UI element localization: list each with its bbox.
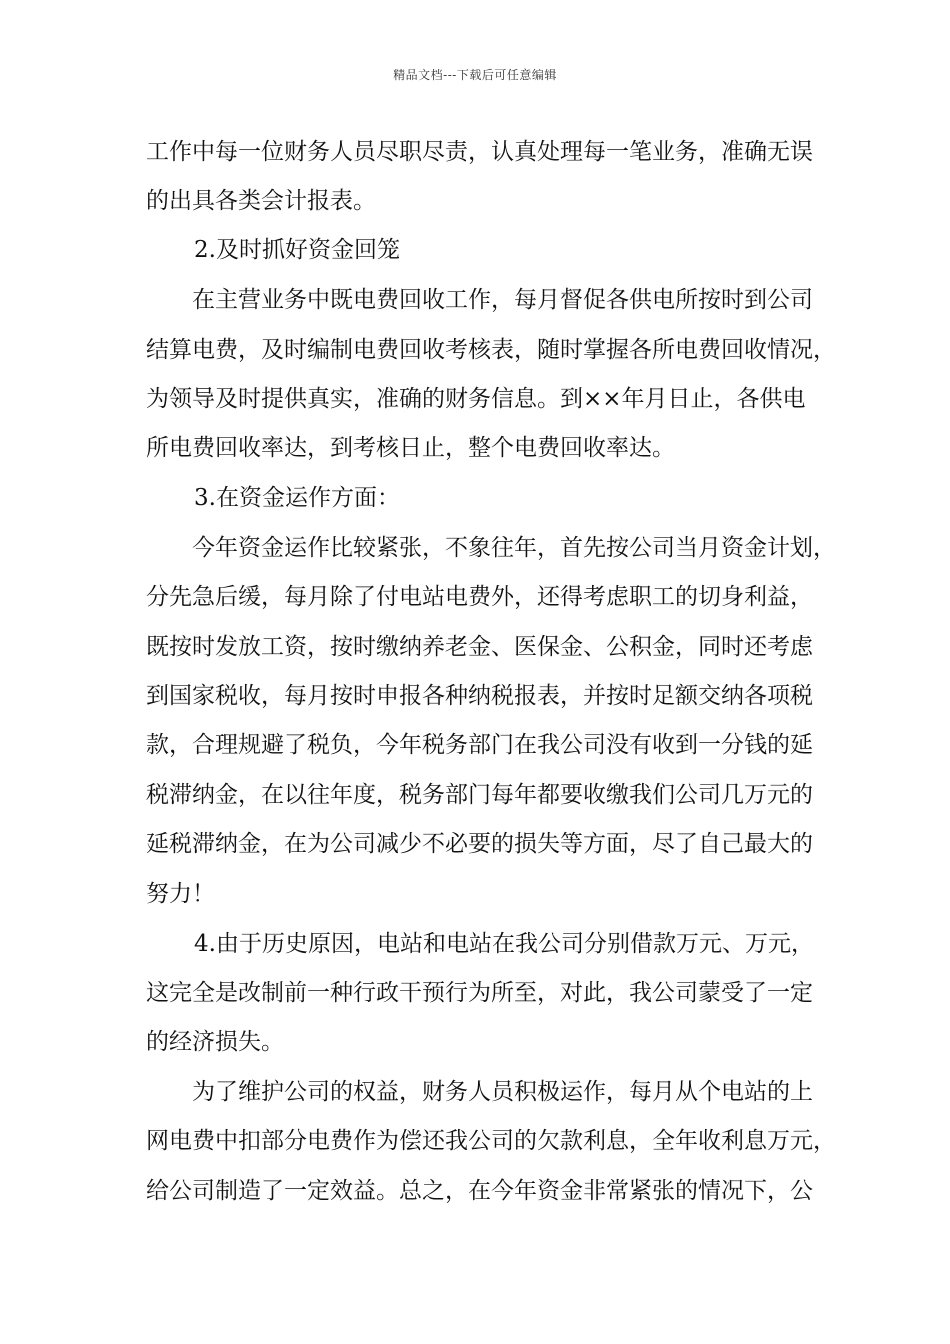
- text-line: 的经济损失。: [146, 1029, 284, 1055]
- text-line: 为领导及时提供真实，准确的财务信息。到××年月日止，各供电: [146, 386, 806, 412]
- text-line: 网电费中扣部分电费作为偿还我公司的欠款利息，全年收利息万元，: [146, 1128, 836, 1154]
- text-line: 分先急后缓，每月除了付电站电费外，还得考虑职工的切身利益，: [146, 584, 813, 610]
- text-line: 在主营业务中既电费回收工作，每月督促各供电所按时到公司: [192, 287, 813, 313]
- text-line: 工作中每一位财务人员尽职尽责，认真处理每一笔业务，准确无误: [146, 139, 813, 165]
- text-line: 所电费回收率达，到考核日止，整个电费回收率达。: [146, 435, 675, 461]
- text-line: 结算电费，及时编制电费回收考核表，随时掌握各所电费回收情况，: [146, 337, 836, 363]
- text-line: 给公司制造了一定效益。总之，在今年资金非常紧张的情况下，公: [146, 1178, 813, 1204]
- section-heading: 2.及时抓好资金回笼: [194, 237, 400, 263]
- page-header: 精品文档---下载后可任意编辑: [393, 68, 557, 82]
- text-line: 延税滞纳金，在为公司减少不必要的损失等方面，尽了自己最大的: [146, 831, 813, 857]
- section-heading: 4.由于历史原因，电站和电站在我公司分别借款万元、万元，: [194, 931, 814, 957]
- text-line: 的出具各类会计报表。: [146, 188, 376, 214]
- text-line: 既按时发放工资，按时缴纳养老金、医保金、公积金，同时还考虑: [146, 634, 813, 660]
- text-line: 这完全是改制前一种行政干预行为所至，对此，我公司蒙受了一定: [146, 980, 813, 1006]
- text-line: 税滞纳金，在以往年度，税务部门每年都要收缴我们公司几万元的: [146, 782, 813, 808]
- text-line: 今年资金运作比较紧张，不象往年，首先按公司当月资金计划，: [192, 535, 836, 561]
- text-line: 款，合理规避了税负，今年税务部门在我公司没有收到一分钱的延: [146, 732, 813, 758]
- text-line: 努力！: [146, 881, 215, 907]
- text-line: 到国家税收，每月按时申报各种纳税报表，并按时足额交纳各项税: [146, 683, 813, 709]
- section-heading: 3.在资金运作方面：: [194, 485, 400, 511]
- text-line: 为了维护公司的权益，财务人员积极运作，每月从个电站的上: [192, 1079, 813, 1105]
